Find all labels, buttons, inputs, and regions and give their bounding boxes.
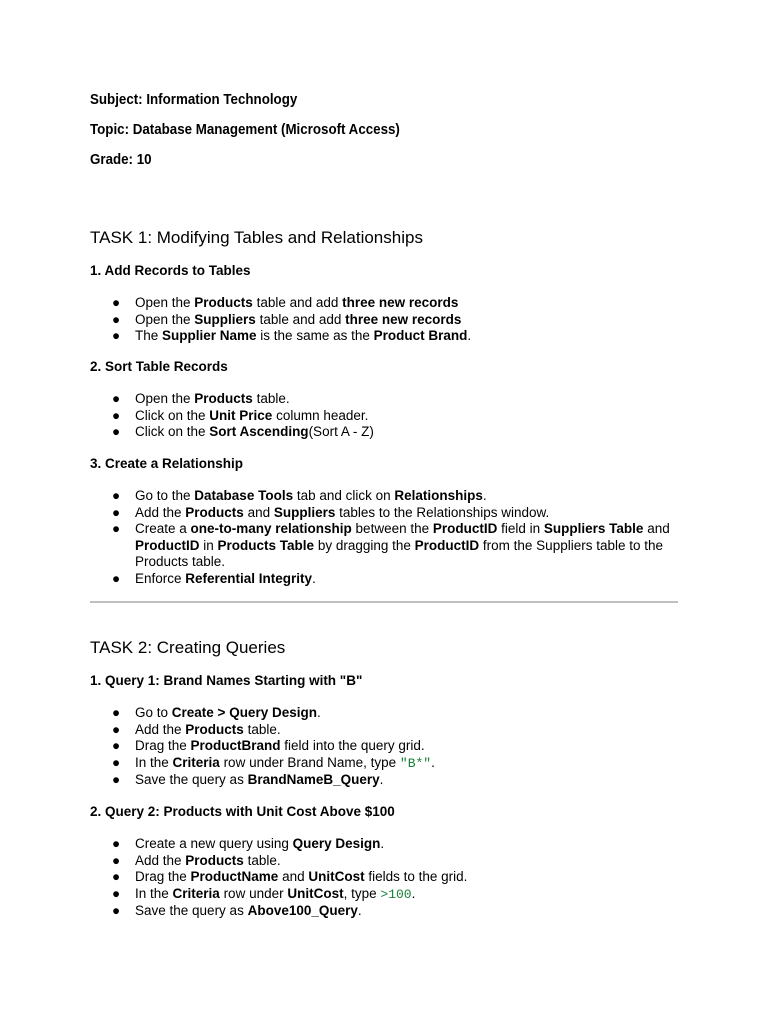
bold-term: Suppliers Table bbox=[543, 521, 644, 536]
bullet-icon: ● bbox=[112, 295, 121, 310]
bold-term: Database Tools bbox=[194, 488, 294, 503]
text-segment: . bbox=[357, 903, 362, 918]
text-segment: Save the query as bbox=[135, 772, 248, 787]
bold-term: Criteria bbox=[172, 885, 220, 901]
bullet-icon: ● bbox=[112, 504, 121, 520]
code-snippet: "B*" bbox=[399, 755, 432, 771]
bullet-icon: ● bbox=[112, 424, 121, 439]
bold-term: Referential Integrity bbox=[185, 570, 313, 586]
text-segment: Open the bbox=[135, 391, 195, 406]
text-segment: . bbox=[379, 772, 384, 787]
text-segment: . bbox=[411, 885, 416, 901]
bullet-icon: ● bbox=[112, 407, 121, 423]
text-segment: . bbox=[431, 754, 435, 770]
bullet-icon: ● bbox=[112, 738, 121, 753]
text-segment: Drag the bbox=[135, 869, 191, 884]
text-segment: by dragging the bbox=[314, 537, 415, 553]
bold-term: Supplier Name bbox=[162, 328, 257, 343]
list-item bbox=[90, 772, 690, 789]
text-segment: from the Suppliers table to the Products table. bbox=[135, 537, 664, 569]
bold-term: ProductID bbox=[135, 537, 200, 553]
text-segment: table. bbox=[243, 852, 281, 868]
topic-line: Topic: Database Management (Microsoft Access) bbox=[90, 122, 400, 138]
list-item bbox=[90, 424, 690, 441]
bold-term: Products Table bbox=[217, 537, 315, 553]
task1-section2-heading: 2. Sort Table Records bbox=[90, 359, 228, 374]
text-segment: Create a new query using bbox=[135, 836, 293, 851]
task2-section2-list bbox=[90, 836, 690, 920]
text-segment: field in bbox=[497, 521, 544, 536]
text-segment: Open the bbox=[135, 295, 195, 310]
bullet-icon: ● bbox=[112, 772, 121, 787]
list-item bbox=[90, 869, 690, 886]
text-segment: between the bbox=[351, 521, 433, 536]
task1-section3-list bbox=[90, 488, 690, 587]
text-segment: table and add bbox=[255, 311, 346, 327]
text-segment: Add the bbox=[135, 721, 186, 737]
list-item bbox=[90, 312, 690, 329]
text-segment: . bbox=[467, 328, 472, 343]
list-item bbox=[90, 903, 690, 920]
text-segment: Save the query as bbox=[135, 903, 248, 918]
list-item bbox=[90, 705, 690, 722]
bold-term: ProductID bbox=[414, 537, 480, 553]
bullet-icon: ● bbox=[112, 570, 121, 586]
text-segment: The bbox=[135, 328, 163, 343]
bold-term: UnitCost bbox=[308, 869, 365, 884]
bullet-icon: ● bbox=[112, 885, 121, 901]
bold-term: Suppliers bbox=[273, 504, 336, 520]
list-item bbox=[90, 571, 690, 588]
grade-line: Grade: 10 bbox=[90, 152, 152, 168]
bold-term: one-to-many relationship bbox=[190, 521, 352, 536]
bold-term: Products bbox=[194, 391, 253, 406]
list-item bbox=[90, 738, 690, 755]
list-item bbox=[90, 836, 690, 853]
text-segment: table. bbox=[252, 391, 290, 406]
list-item bbox=[90, 521, 690, 571]
text-segment: Open the bbox=[135, 311, 195, 327]
bold-term: Products bbox=[185, 504, 244, 520]
list-item bbox=[90, 505, 690, 522]
text-segment: Create a bbox=[135, 521, 191, 536]
text-segment: In the bbox=[135, 754, 173, 770]
bold-term: Products bbox=[185, 852, 244, 868]
list-item bbox=[90, 853, 690, 870]
text-segment: field into the query grid. bbox=[280, 738, 425, 753]
task2-section1-heading: 1. Query 1: Brand Names Starting with "B" bbox=[90, 673, 363, 688]
bold-term: Above100_Query bbox=[247, 903, 358, 918]
bold-term: ProductID bbox=[432, 521, 498, 536]
task1-section3-heading: 3. Create a Relationship bbox=[90, 456, 244, 471]
subject-line: Subject: Information Technology bbox=[90, 92, 298, 108]
text-segment: tab and click on bbox=[293, 488, 395, 503]
text-segment: Add the bbox=[135, 852, 186, 868]
text-segment: table and add bbox=[252, 295, 343, 310]
bold-term: Create > Query Design bbox=[171, 705, 317, 720]
text-segment: row under bbox=[219, 885, 288, 901]
text-segment: , type bbox=[343, 885, 381, 901]
bullet-icon: ● bbox=[112, 311, 121, 327]
text-segment: Go to the bbox=[135, 488, 195, 503]
bold-term: Products bbox=[185, 721, 244, 737]
bullet-icon: ● bbox=[112, 328, 121, 343]
text-segment: Enforce bbox=[135, 570, 186, 586]
bold-term: three new records bbox=[342, 295, 459, 310]
bold-term: Unit Price bbox=[209, 407, 273, 423]
text-segment: fields to the grid. bbox=[364, 869, 468, 884]
text-segment: In the bbox=[135, 885, 173, 901]
text-segment: Drag the bbox=[135, 738, 191, 753]
bold-term: Suppliers bbox=[194, 311, 256, 327]
bold-term: Criteria bbox=[172, 754, 220, 770]
text-segment: . bbox=[482, 488, 487, 503]
text-segment: . bbox=[316, 705, 321, 720]
text-segment: Click on the bbox=[135, 407, 210, 423]
bold-term: Products bbox=[194, 295, 253, 310]
bold-term: UnitCost bbox=[287, 885, 344, 901]
list-item bbox=[90, 391, 690, 408]
text-segment: Go to bbox=[135, 705, 172, 720]
text-segment: Click on the bbox=[135, 424, 210, 439]
task2-section2-heading: 2. Query 2: Products with Unit Cost Above $100 bbox=[90, 804, 395, 819]
bullet-icon: ● bbox=[112, 705, 121, 720]
bold-term: BrandNameB_Query bbox=[247, 772, 380, 787]
bullet-icon: ● bbox=[112, 869, 121, 884]
list-item bbox=[90, 295, 690, 312]
list-item bbox=[90, 408, 690, 425]
bullet-icon: ● bbox=[112, 488, 121, 503]
bold-term: ProductName bbox=[190, 869, 279, 884]
list-item bbox=[90, 328, 690, 345]
code-snippet: >100 bbox=[380, 886, 412, 902]
bullet-icon: ● bbox=[112, 903, 121, 918]
list-item bbox=[90, 722, 690, 739]
task2-title: TASK 2: Creating Queries bbox=[90, 638, 286, 657]
text-segment: . bbox=[312, 570, 316, 586]
task1-section1-heading: 1. Add Records to Tables bbox=[90, 263, 251, 278]
bullet-icon: ● bbox=[112, 521, 121, 536]
text-segment: and bbox=[643, 521, 670, 536]
task1-section1-list bbox=[90, 295, 690, 345]
text-segment: and bbox=[243, 504, 274, 520]
bold-term: Relationships bbox=[394, 488, 483, 503]
bullet-icon: ● bbox=[112, 836, 121, 851]
list-item bbox=[90, 755, 690, 773]
bullet-icon: ● bbox=[112, 721, 121, 737]
bold-term: Query Design bbox=[292, 836, 381, 851]
text-segment: and bbox=[278, 869, 309, 884]
text-segment: is the same as the bbox=[256, 328, 374, 343]
task2-section1-list bbox=[90, 705, 690, 789]
text-segment: column header. bbox=[272, 407, 369, 423]
task1-section2-list bbox=[90, 391, 690, 441]
list-item bbox=[90, 886, 690, 904]
bold-term: ProductBrand bbox=[190, 738, 281, 753]
text-segment: tables to the Relationships window. bbox=[335, 504, 550, 520]
task1-title: TASK 1: Modifying Tables and Relationships bbox=[90, 228, 423, 247]
list-item bbox=[90, 488, 690, 505]
bullet-icon: ● bbox=[112, 852, 121, 868]
text-segment: row under Brand Name, type bbox=[219, 754, 400, 770]
bold-term: Sort Ascending bbox=[209, 424, 309, 439]
bold-term: three new records bbox=[345, 311, 462, 327]
text-segment: (Sort A - Z) bbox=[308, 424, 374, 439]
text-segment: in bbox=[199, 537, 218, 553]
text-segment: table. bbox=[243, 721, 281, 737]
bullet-icon: ● bbox=[112, 754, 121, 770]
bullet-icon: ● bbox=[112, 391, 121, 406]
text-segment: Add the bbox=[135, 504, 186, 520]
section-divider bbox=[90, 601, 678, 603]
text-segment: . bbox=[380, 836, 385, 851]
bold-term: Product Brand bbox=[373, 328, 468, 343]
